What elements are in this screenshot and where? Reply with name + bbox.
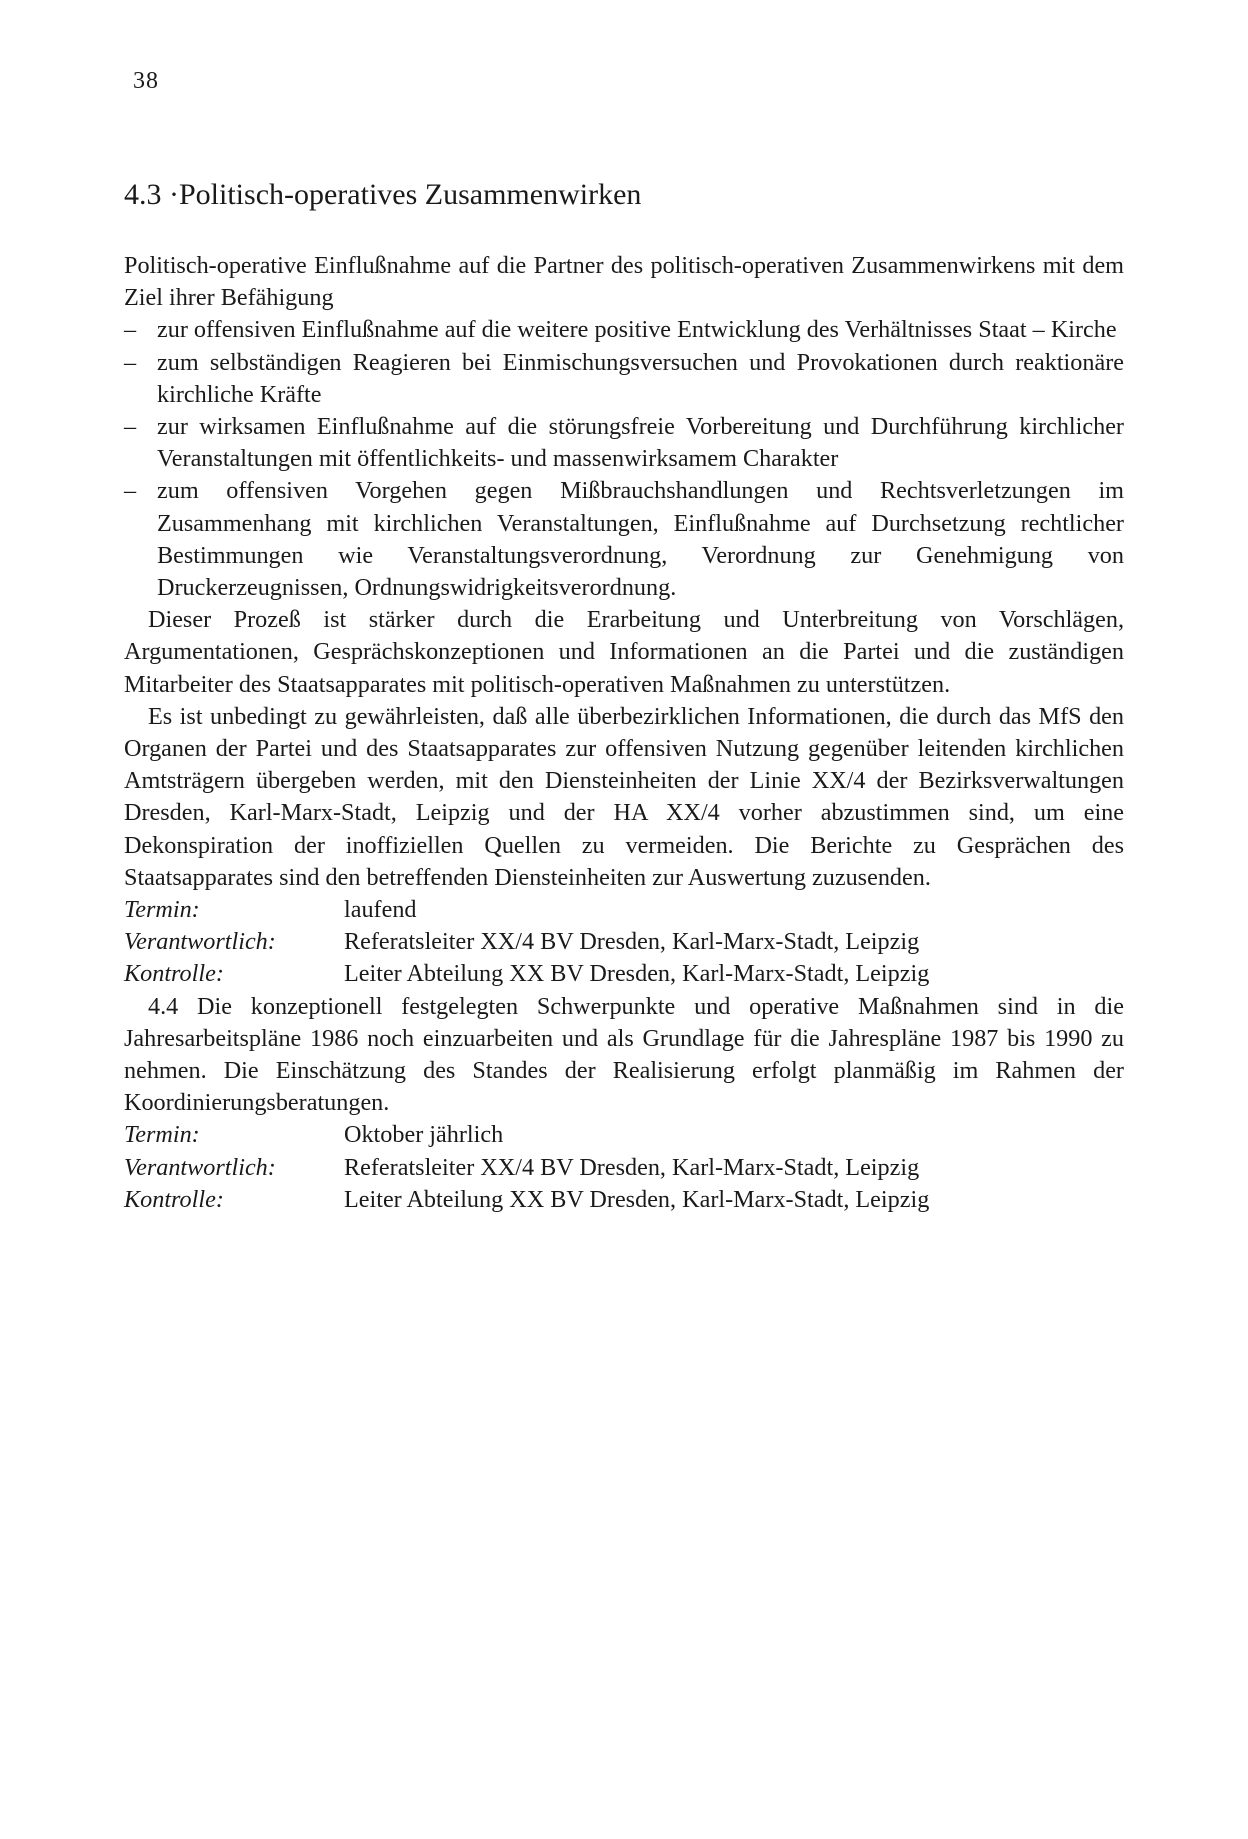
meta-row-verantwortlich bbox=[124, 1152, 1124, 1184]
bullet-dash: – bbox=[124, 348, 137, 376]
bullet-list bbox=[124, 314, 1124, 604]
responsibility-block bbox=[124, 894, 1124, 991]
page-number: 38 bbox=[133, 68, 159, 94]
page-body bbox=[124, 250, 1124, 1216]
meta-value: Oktober jährlich bbox=[344, 1121, 504, 1149]
meta-label: Kontrolle: bbox=[124, 960, 224, 988]
meta-value: Referatsleiter XX/4 BV Dresden, Karl-Marx-Stadt, Leipzig bbox=[344, 928, 920, 956]
meta-row-kontrolle bbox=[124, 1184, 1124, 1216]
list-item bbox=[124, 314, 1124, 346]
paragraph-section-4-4: 4.4 Die konzeptionell festgelegten Schwerpunkte und operative Maßnahmen sind in die Jahresarbeitspläne 1986 noch einzuarbeiten und als Grundlage für die Jahrespläne 1987 bis 1990 zu nehmen. Die Einschätzung des Standes der Realisierung erfolgt planmäßig im Rahmen der Koordinierungsberatungen. bbox=[124, 992, 1124, 1117]
bullet-dash: – bbox=[124, 316, 137, 344]
meta-row-kontrolle bbox=[124, 958, 1124, 990]
intro-paragraph: Politisch-operative Einflußnahme auf die Partner des politisch-operativen Zusammenwirkens mit dem Ziel ihrer Befähigung bbox=[124, 252, 1124, 312]
section-heading: 4.3 ·Politisch-operatives Zusammenwirken bbox=[124, 178, 642, 211]
meta-row-verantwortlich bbox=[124, 926, 1124, 958]
meta-label: Termin: bbox=[124, 896, 200, 924]
list-item bbox=[124, 347, 1124, 411]
meta-value: laufend bbox=[344, 896, 417, 924]
bullet-dash: – bbox=[124, 413, 137, 441]
list-item-text: zur wirksamen Einflußnahme auf die störungsfreie Vorbereitung und Durchführung kirchlicher Veranstaltungen mit öffentlichkeits- und massenwirksamem Charakter bbox=[157, 413, 1124, 473]
meta-row-termin bbox=[124, 894, 1124, 926]
meta-label: Kontrolle: bbox=[124, 1185, 224, 1213]
paragraph-process: Dieser Prozeß ist stärker durch die Erarbeitung und Unterbreitung von Vorschlägen, Argumentationen, Gesprächskonzeptionen und Informationen an die Partei und die zuständigen Mitarbeiter des Staatsapparates mit politisch-operativen Maßnahmen zu unterstützen. bbox=[124, 606, 1124, 698]
responsibility-block bbox=[124, 1119, 1124, 1216]
meta-value: Leiter Abteilung XX BV Dresden, Karl-Marx-Stadt, Leipzig bbox=[344, 960, 930, 988]
paragraph-coordination: Es ist unbedingt zu gewährleisten, daß alle überbezirklichen Informationen, die durch das MfS den Organen der Partei und des Staatsapparates zur offensiven Nutzung gegenüber leitenden kirchlichen Amtsträgern übergeben werden, mit den Diensteinheiten der Linie XX/4 der Bezirksverwaltungen Dresden, Karl-Marx-Stadt, Leipzig und der HA XX/4 vorher abzustimmen sind, um eine Dekonspiration der inoffiziellen Quellen zu vermeiden. Die Berichte zu Gesprächen des Staatsapparates sind den betreffenden Diensteinheiten zur Auswertung zuzusenden. bbox=[124, 702, 1124, 891]
list-item-text: zum selbständigen Reagieren bei Einmischungsversuchen und Provokationen durch reaktionäre kirchliche Kräfte bbox=[157, 348, 1124, 408]
meta-label: Termin: bbox=[124, 1121, 200, 1149]
meta-value: Leiter Abteilung XX BV Dresden, Karl-Marx-Stadt, Leipzig bbox=[344, 1185, 930, 1213]
meta-label: Verantwortlich: bbox=[124, 928, 276, 956]
list-item bbox=[124, 411, 1124, 475]
bullet-dash: – bbox=[124, 477, 137, 505]
list-item-text: zum offensiven Vorgehen gegen Mißbrauchshandlungen und Rechtsverletzungen im Zusammenhang mit kirchlichen Veranstaltungen, Einflußnahme auf Durchsetzung rechtlicher Bestimmungen wie Veranstaltungsverordnung, Verordnung zur Genehmigung von Druckerzeugnissen, Ordnungswidrigkeitsverordnung. bbox=[157, 477, 1124, 602]
meta-row-termin bbox=[124, 1119, 1124, 1151]
meta-value: Referatsleiter XX/4 BV Dresden, Karl-Marx-Stadt, Leipzig bbox=[344, 1153, 920, 1181]
list-item-text: zur offensiven Einflußnahme auf die weitere positive Entwicklung des Verhältnisses Staat – Kirche bbox=[157, 316, 1117, 344]
list-item bbox=[124, 475, 1124, 604]
meta-label: Verantwortlich: bbox=[124, 1153, 276, 1181]
